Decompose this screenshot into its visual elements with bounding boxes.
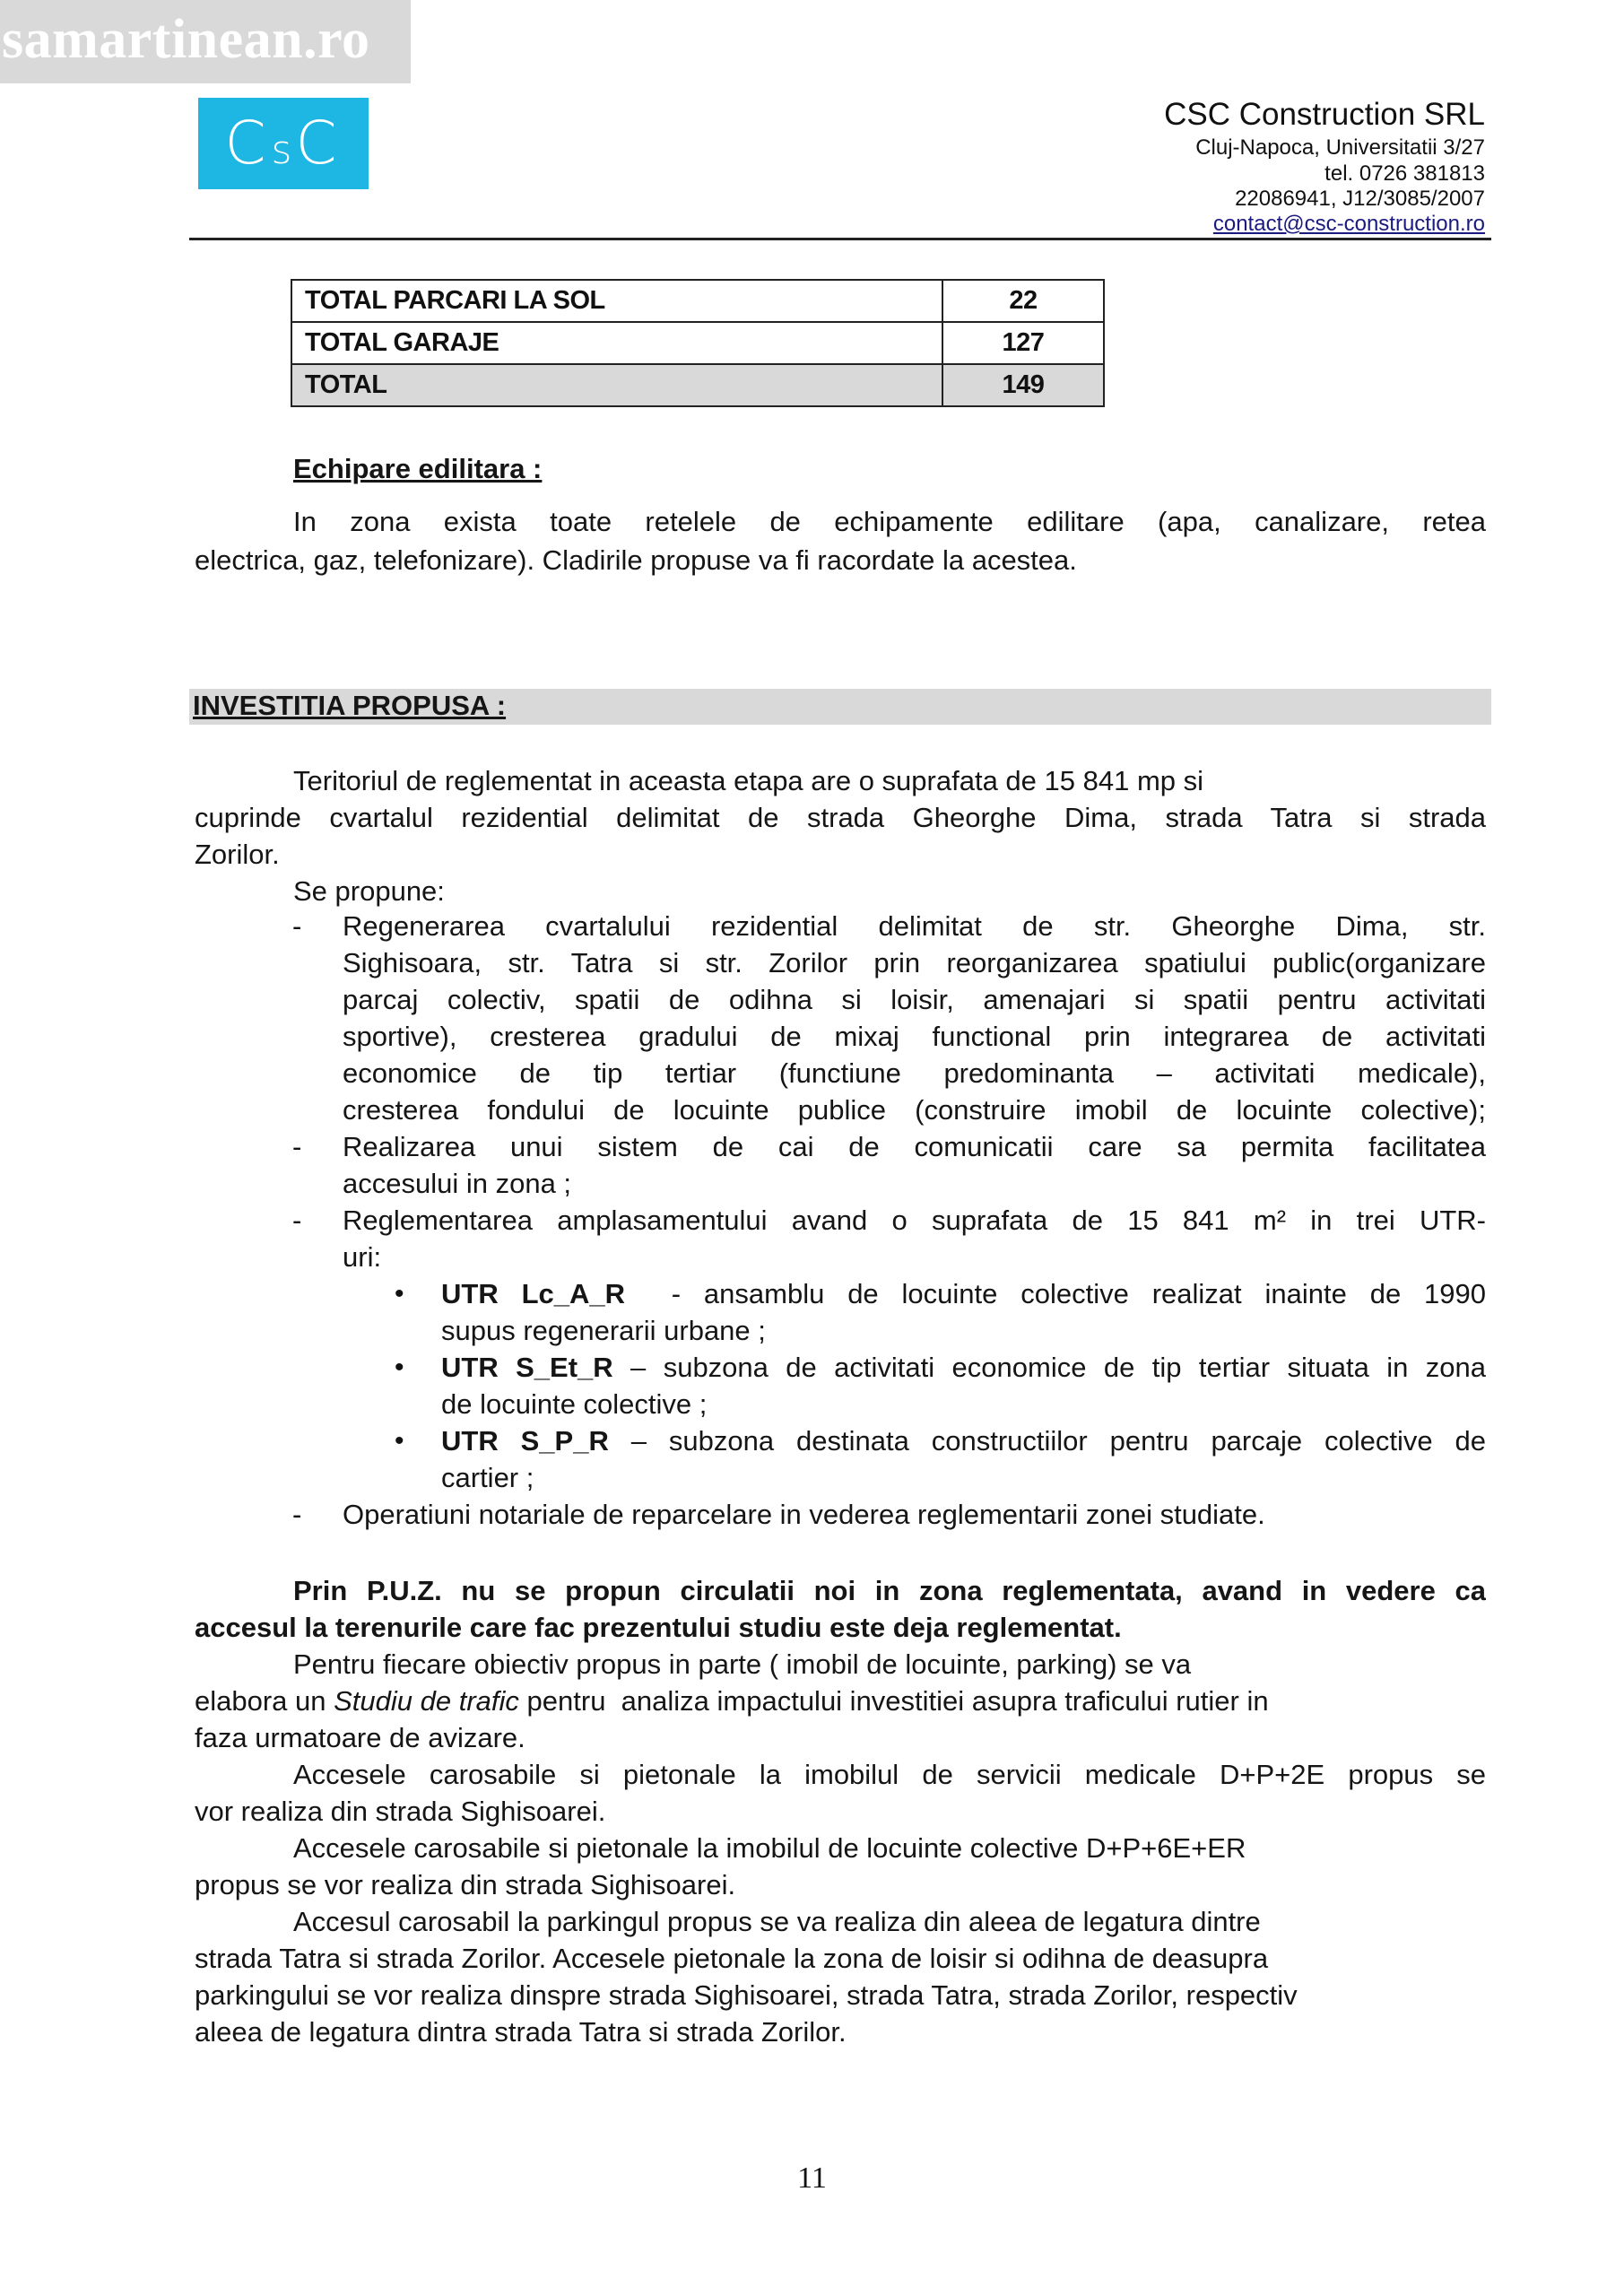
utr-description: subzona destinata constructiilor pentru parcaje colective de	[668, 1425, 1486, 1457]
utr-separator: –	[612, 1352, 664, 1383]
paragraph-line: faza urmatoare de avizare.	[195, 1722, 525, 1753]
list-item-line: sportive), cresterea gradului de mixaj functional prin integrarea de activitati	[343, 1021, 1486, 1052]
page-number: 11	[797, 2161, 827, 2195]
table-row	[291, 322, 1104, 364]
company-phone: tel. 0726 381813	[1324, 161, 1485, 186]
utr-code: UTR Lc_A_R	[441, 1278, 626, 1309]
list-item-line: economice de tip tertiar (functiune predominanta – activitati medicale),	[343, 1057, 1486, 1089]
utr-description: subzona de activitati economice de tip tertiar situata in zona	[663, 1352, 1486, 1383]
bullet-icon: •	[395, 1279, 404, 1309]
paragraph-line: vor realiza din strada Sighisoarei.	[195, 1796, 606, 1827]
list-item-line: Operatiuni notariale de reparcelare in vederea reglementarii zonei studiate.	[343, 1499, 1265, 1530]
list-item-line: Regenerarea cvartalului rezidential delimitat de str. Gheorghe Dima, str.	[343, 910, 1486, 942]
paragraph-line: parkingului se vor realiza dinspre strada Sighisoarei, strada Tatra, strada Zorilor, respectiv	[195, 1979, 1298, 2011]
list-dash: -	[292, 910, 302, 942]
utr-item-line: de locuinte colective ;	[441, 1388, 708, 1420]
list-item-line: parcaj colectiv, spatii de odihna si loisir, amenajari si spatii pentru activitati	[343, 984, 1486, 1015]
list-item-line: Sighisoara, str. Tatra si str. Zorilor prin reorganizarea spatiului public(organizare	[343, 947, 1486, 978]
utr-separator: -	[625, 1278, 704, 1309]
list-item-line: Reglementarea amplasamentului avand o suprafata de 15 841 m² in trei UTR-	[343, 1205, 1486, 1236]
logo-letter: C	[224, 109, 272, 178]
utr-description: ansamblu de locuinte colective realizat inainte de 1990	[703, 1278, 1486, 1309]
company-logo	[198, 98, 369, 189]
company-address: Cluj-Napoca, Universitatii 3/27	[1195, 135, 1485, 160]
table-cell-value: 127	[942, 322, 1104, 364]
watermark-text: samartinean.ro	[2, 9, 370, 70]
paragraph-line: cuprinde cvartalul rezidential delimitat de strada Gheorghe Dima, strada Tatra si strada	[195, 802, 1486, 833]
paragraph-line: Accesul carosabil la parkingul propus se va realiza din aleea de legatura dintre	[293, 1906, 1261, 1937]
paragraph-line: aleea de legatura dintra strada Tatra si strada Zorilor.	[195, 2016, 847, 2048]
logo-letter: s	[271, 127, 296, 173]
paragraph-line: Teritoriul de reglementat in aceasta etapa are o suprafata de 15 841 mp si	[293, 765, 1204, 796]
list-item-line: accesului in zona ;	[343, 1168, 572, 1199]
company-email-link[interactable]: contact@csc-construction.ro	[1212, 212, 1485, 236]
paragraph-line: electrica, gaz, telefonizare). Cladirile propuse va fi racordate la acestea.	[195, 544, 1077, 576]
logo-text	[224, 109, 343, 178]
utr-item-line	[441, 1349, 1486, 1386]
utr-item-line: supus regenerarii urbane ;	[441, 1315, 766, 1346]
table-cell-label: TOTAL GARAJE	[291, 322, 942, 364]
utr-code: UTR S_P_R	[441, 1425, 609, 1457]
utr-item-line	[441, 1422, 1486, 1459]
list-item-line: Realizarea unui sistem de cai de comunicatii care sa permita facilitatea	[343, 1131, 1486, 1162]
bullet-icon: •	[395, 1426, 404, 1456]
company-registration: 22086941, J12/3085/2007	[1235, 187, 1485, 211]
company-name: CSC Construction SRL	[1164, 97, 1485, 132]
table-cell-label: TOTAL	[291, 364, 942, 406]
parking-totals-table	[291, 279, 1105, 407]
utr-separator: –	[608, 1425, 669, 1457]
bullet-icon: •	[395, 1352, 404, 1382]
list-dash: -	[292, 1499, 302, 1530]
paragraph-line: Se propune:	[293, 875, 445, 907]
bold-paragraph-line: Prin P.U.Z. nu se propun circulatii noi in zona reglementata, avand in vedere ca	[293, 1575, 1486, 1606]
paragraph-line: Accesele carosabile si pietonale la imobilul de locuinte colective D+P+6E+ER	[293, 1832, 1246, 1864]
section-heading-investitia: INVESTITIA PROPUSA :	[193, 690, 507, 721]
utr-code: UTR S_Et_R	[441, 1352, 613, 1383]
table-row-total	[291, 364, 1104, 406]
table-cell-value: 22	[942, 280, 1104, 322]
logo-letter: C	[295, 109, 343, 178]
bold-paragraph-line: accesul la terenurile care fac prezentului studiu este deja reglementat.	[195, 1612, 1122, 1643]
table-cell-value: 149	[942, 364, 1104, 406]
list-item-line: uri:	[343, 1241, 382, 1273]
paragraph-line: In zona exista toate retelele de echipamente edilitare (apa, canalizare, retea	[293, 506, 1486, 537]
text-run: elabora un	[195, 1685, 334, 1717]
utr-item-line: cartier ;	[441, 1462, 534, 1493]
list-dash: -	[292, 1205, 302, 1236]
paragraph-line: Pentru fiecare obiectiv propus in parte ( imobil de locuinte, parking) se va	[293, 1648, 1192, 1680]
paragraph-line: Zorilor.	[195, 839, 280, 870]
paragraph-line: Accesele carosabile si pietonale la imobilul de servicii medicale D+P+2E propus se	[293, 1759, 1486, 1790]
paragraph-line: strada Tatra si strada Zorilor. Accesele pietonale la zona de loisir si odihna de deasupra	[195, 1943, 1269, 1974]
table-row	[291, 280, 1104, 322]
header-divider	[189, 238, 1491, 240]
list-item-line: cresterea fondului de locuinte publice (construire imobil de locuinte colective);	[343, 1094, 1486, 1126]
paragraph-line: propus se vor realiza din strada Sighisoarei.	[195, 1869, 736, 1900]
paragraph-line	[195, 1683, 1269, 1719]
watermark-banner	[0, 0, 411, 83]
section-heading-echipare: Echipare edilitara :	[293, 453, 543, 484]
utr-item-line	[441, 1275, 1486, 1312]
text-run: pentru analiza impactului investitiei asupra traficului rutier in	[518, 1685, 1269, 1717]
list-dash: -	[292, 1131, 302, 1162]
table-cell-label: TOTAL PARCARI LA SOL	[291, 280, 942, 322]
italic-text-run: Studiu de trafic	[334, 1685, 519, 1717]
